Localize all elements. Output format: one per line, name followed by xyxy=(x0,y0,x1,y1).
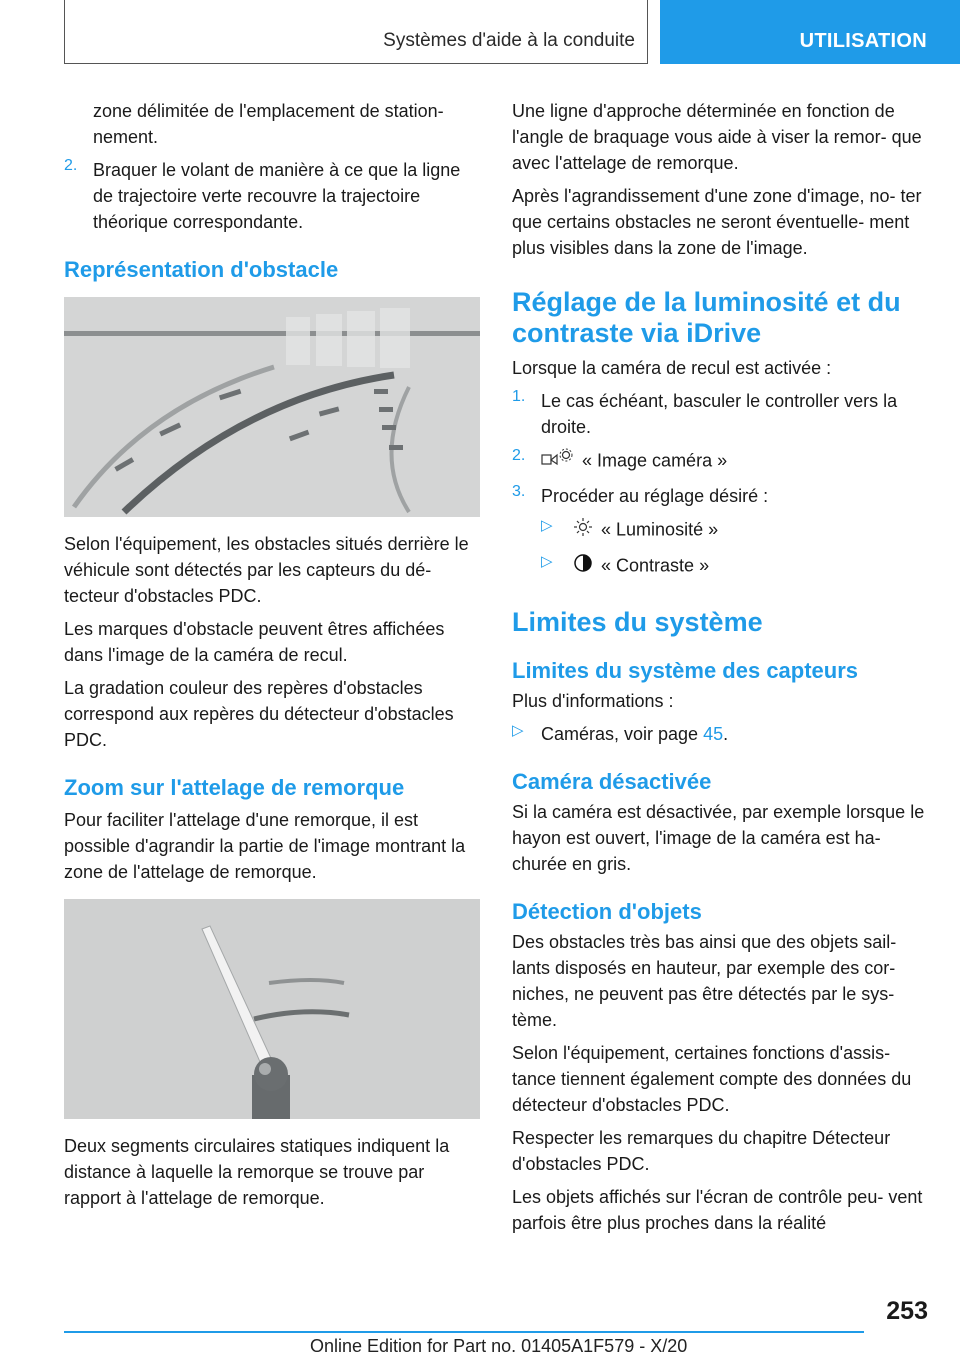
step-text: Procéder au réglage désiré : xyxy=(541,486,769,506)
step-continuation: zone délimitée de l'emplacement de station‐ nement. xyxy=(93,101,444,147)
reglage-step-3 xyxy=(512,483,930,509)
footer-divider xyxy=(64,1331,864,1333)
step-number: 2. xyxy=(64,157,78,174)
bullet-marker: ▷ xyxy=(541,553,553,570)
step-text: Le cas échéant, basculer le controller vers la droite. xyxy=(541,391,898,437)
cameras-reference xyxy=(512,721,930,747)
trailer-hitch-figure xyxy=(64,899,480,1119)
heading-limites: Limites du système xyxy=(512,607,763,637)
detection-paragraph-4: Les objets affichés sur l'écran de contrôle peu‐ vent parfois être plus proches dans la réalité xyxy=(512,1187,923,1233)
infos-text: Plus d'informations : xyxy=(512,691,674,711)
sub-item-text: « Luminosité » xyxy=(601,519,719,540)
heading-obstacle: Représentation d'obstacle xyxy=(64,257,339,282)
sub-item-contraste xyxy=(512,552,930,581)
heading-reglage: Réglage de la luminosité et du contraste via iDrive xyxy=(512,287,901,348)
zoom-paragraph-2: Deux segments circulaires statiques indiquent la distance à laquelle la remorque se trouve par rapport à l'attelage de remorque. xyxy=(64,1136,450,1208)
desactivee-paragraph: Si la caméra est désactivée, par exemple lorsque le hayon est ouvert, l'image de la caméra est ha‐ churée en gris. xyxy=(512,802,925,874)
step-number: 3. xyxy=(512,483,526,500)
tab-label: UTILISATION xyxy=(799,30,927,52)
heading-zoom: Zoom sur l'attelage de remorque xyxy=(64,775,405,800)
camera-settings-icon xyxy=(541,447,577,476)
detection-paragraph-3: Respecter les remarques du chapitre Détecteur d'obstacles PDC. xyxy=(512,1128,891,1174)
heading-camera-desactivee: Caméra désactivée xyxy=(512,769,712,794)
right-paragraph-1: Une ligne d'approche déterminée en fonction de l'angle de braquage vous aide à viser la remor‐ que avec l'attelage de remorque. xyxy=(512,101,922,173)
detection-paragraph-2: Selon l'équipement, certaines fonctions d'assis‐ tance tiennent également compte des données du détecteur d'obstacles PDC. xyxy=(512,1043,912,1115)
header-tab xyxy=(660,0,960,64)
obstacle-paragraph-2: Les marques d'obstacle peuvent êtres affichées dans l'image de la caméra de recul. xyxy=(64,619,445,665)
header-section-box xyxy=(64,0,648,64)
reglage-step-2 xyxy=(512,447,930,476)
right-paragraph-2: Après l'agrandissement d'une zone d'image, no‐ ter que certains obstacles ne seront éventuelle‐ ment plus visibles dans la zone de l'image. xyxy=(512,186,922,258)
obstacle-illustration xyxy=(64,297,480,517)
heading-detection: Détection d'objets xyxy=(512,899,702,924)
obstacle-paragraph-3: La gradation couleur des repères d'obstacles correspond aux repères du détecteur d'obstacles PDC. xyxy=(64,678,454,750)
obstacle-paragraph-1: Selon l'équipement, les obstacles situés derrière le véhicule sont détectés par les capteurs du dé‐ tecteur d'obstacles PDC. xyxy=(64,534,469,606)
page-link[interactable]: 45 xyxy=(703,724,724,744)
step-text: Braquer le volant de manière à ce que la ligne de trajectoire verte recouvre la trajectoire théorique correspondante. xyxy=(93,160,461,232)
step-2 xyxy=(64,157,482,235)
step-number: 1. xyxy=(512,388,526,405)
contrast-icon xyxy=(570,552,596,581)
bullet-marker: ▷ xyxy=(541,517,553,534)
right-column xyxy=(512,98,930,1236)
left-column xyxy=(64,98,482,1211)
sub-item-luminosite xyxy=(512,516,930,545)
reglage-step-1 xyxy=(512,388,930,440)
detection-paragraph-1: Des obstacles très bas ainsi que des objets sail‐ lants disposés en hauteur, par exemple des cor‐ niches, ne peuvent pas être détectés par le sys‐ tème. xyxy=(512,932,897,1030)
cameras-text: Caméras, voir page xyxy=(541,724,704,744)
sub-item-text: « Contraste » xyxy=(601,555,710,576)
sun-icon xyxy=(570,516,596,545)
reglage-intro: Lorsque la caméra de recul est activée : xyxy=(512,358,832,378)
zoom-paragraph-1: Pour faciliter l'attelage d'une remorque, il est possible d'agrandir la partie de l'image montrant la zone de l'attelage de remorque. xyxy=(64,810,466,882)
cameras-end: . xyxy=(723,724,729,744)
step-number: 2. xyxy=(512,447,526,464)
footer-edition: Online Edition for Part no. 01405A1F579 - X/20 xyxy=(310,1336,688,1356)
obstacle-figure xyxy=(64,297,480,517)
step-text: « Image caméra » xyxy=(582,450,728,471)
page-number: 253 xyxy=(886,1297,928,1325)
heading-limites-capteurs: Limites du système des capteurs xyxy=(512,658,859,683)
trailer-hitch-illustration xyxy=(64,899,480,1119)
bullet-marker: ▷ xyxy=(512,722,524,739)
section-title: Systèmes d'aide à la conduite xyxy=(383,30,635,51)
